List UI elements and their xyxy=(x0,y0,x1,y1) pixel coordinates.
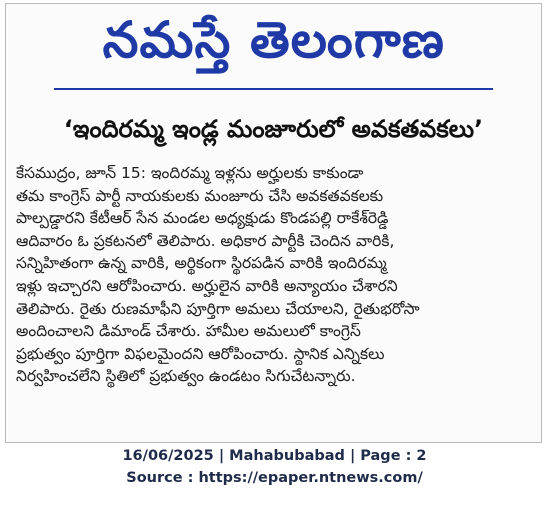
article-line: పాల్పడ్డారని కేటీఆర్ సేన మండల అధ్యక్షుడు కొండపల్లి రాకేశ్‌రెడ్డి xyxy=(16,209,389,228)
article-line: ఆదివారం ఓ ప్రకటనలో తెలిపారు. అధికార పార్టీకి చెందిన వారికి, xyxy=(16,231,395,250)
article-line: తమ కాంగ్రెస్ పార్టీ నాయకులకు మంజూరు చేసి అవకతవకలకు xyxy=(16,186,384,205)
article-line: నిర్వహించలేని స్థితిలో ప్రభుత్వం ఉండటం సిగుచేటన్నారు. xyxy=(16,367,356,386)
source-link[interactable]: Source : https://epaper.ntnews.com/ xyxy=(126,470,423,486)
article-line: ఇళ్లు ఇచ్చారని ఆరోపించారు. అర్హులైన వారికి అన్యాయం చేశారని xyxy=(16,276,398,295)
article-body xyxy=(16,162,531,388)
edition-info: 16/06/2025 | Mahabubabad | Page : 2 xyxy=(122,448,427,464)
article-line: కేసముద్రం, జూన్ 15: ఇందిరమ్మ ఇళ్లను అర్హులకు కాకుండా xyxy=(16,164,364,182)
newspaper-masthead xyxy=(6,6,541,86)
clipping-footer xyxy=(0,445,549,489)
article-line: ప్రభుత్వం పూర్తిగా విఫలమైందని ఆరోపించారు. స్థానిక ఎన్నికలు xyxy=(16,344,385,363)
masthead-logo-text: నమస్తే తెలంగాణ xyxy=(102,10,445,69)
article-line: తెలిపారు. రైతు రుణమాఫీని పూర్తిగా అమలు చేయాలని, రైతుభరోసా xyxy=(16,299,420,318)
masthead-divider xyxy=(54,88,493,90)
article-headline: ‘ఇందిరమ్మ ఇండ్ల మంజూరులో అవకతవకలు’ xyxy=(63,115,484,143)
newspaper-clipping xyxy=(5,3,542,443)
article-line: అందించాలని డిమాండ్ చేశారు. హామీల అమలులో కాంగ్రెస్ xyxy=(16,322,361,341)
article-line: సన్నిహితంగా ఉన్న వారికి, అర్థికంగా స్థిరపడిన వారికి ఇందిరమ్మ xyxy=(16,254,387,273)
